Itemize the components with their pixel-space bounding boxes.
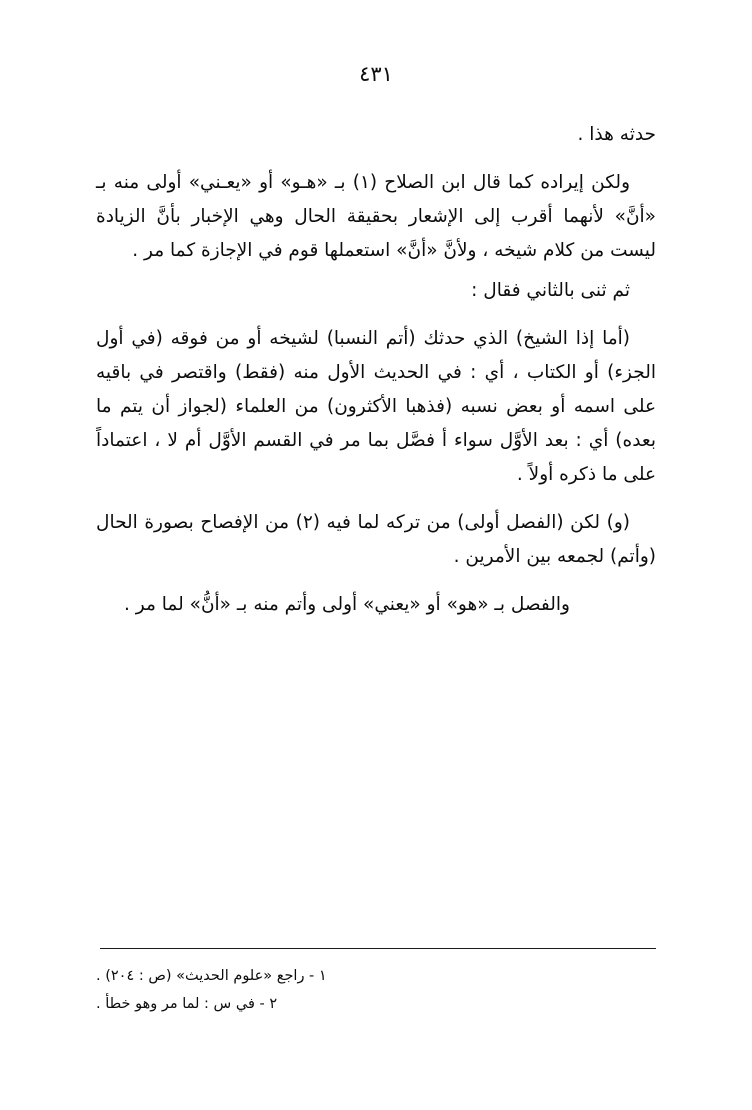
body-text xyxy=(96,118,656,624)
paragraph: (أما إذا الشيخ) الذي حدثك (أتم النسبا) لشيخه أو من فوقه (في أول الجزء) أو الكتاب ، أي : في الحديث الأول منه (فقط) واقتصر في باقيه على اسمه أو بعض نسبه (فذهبا الأكثرون) من العلماء (لجواز أن يتم ما بعده) أي : بعد الأوَّل سواء أ فصَّل بما مر في القسم الأوَّل أم لا ، اعتماداً على ما ذكره أولاً . xyxy=(96,328,656,485)
page-number: ٤٣١ xyxy=(359,62,393,86)
paragraph: (و) لكن (الفصل أولى) من تركه لما فيه (٢) من الإفصاح بصورة الحال (وأتم) لجمعه بين الأمرين . xyxy=(96,512,656,567)
footnote-divider xyxy=(100,948,656,949)
footnote-item: ١ - راجع «علوم الحديث» (ص : ٢٠٤) . xyxy=(96,968,327,984)
paragraph: والفصل بـ «هو» أو «يعني» أولى وأتم منه بـ «أنُّ» لما مر . xyxy=(124,594,570,615)
footnote-item: ٢ - في س : لما مر وهو خطأ . xyxy=(96,996,278,1012)
footnotes xyxy=(96,962,656,1018)
paragraph: ولكن إيراده كما قال ابن الصلاح (١) بـ «هـو» أو «يعـني» أولى منه بـ «أنَّ» لأنهما أقرب إلى الإشعار بحقيقة الحال وهي الإخبار بأنَّ الزيادة ليست من كلام شيخه ، ولأنَّ «أنَّ» استعملها قوم في الإجازة كما مر . xyxy=(96,172,656,261)
paragraph: حدثه هذا . xyxy=(577,124,656,145)
paragraph: ثم ثنى بالثاني فقال : xyxy=(471,280,630,301)
